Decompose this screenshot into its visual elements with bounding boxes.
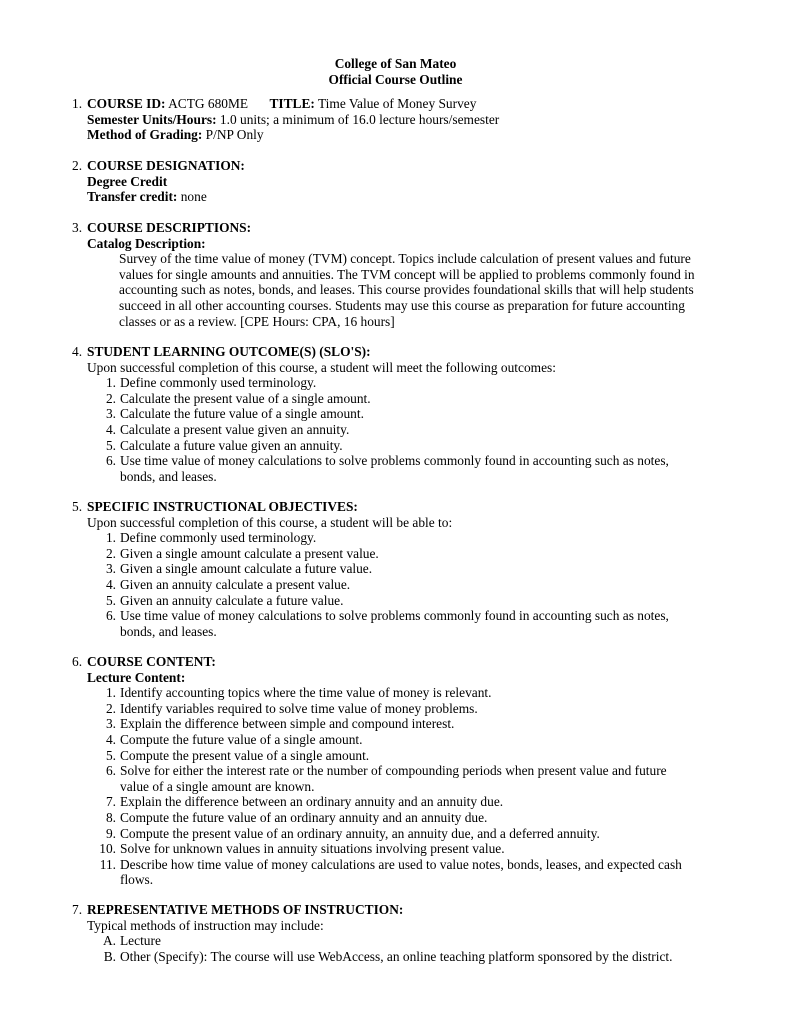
catalog-label: Catalog Description: (87, 235, 206, 251)
section-heading-text: REPRESENTATIVE METHODS OF INSTRUCTION: (87, 902, 404, 917)
section-heading (72, 220, 732, 236)
section-course-id (72, 96, 732, 143)
list-item (105, 592, 732, 609)
units-label: Semester Units/Hours: (87, 111, 217, 127)
item-number: 3. (105, 406, 116, 422)
item-text: Use time value of money calculations to solve problems commonly found in accounting such as notes, (120, 453, 669, 469)
section-course-content (72, 654, 732, 888)
section-heading-text: COURSE CONTENT: (87, 654, 216, 669)
item-number: 8. (105, 809, 116, 825)
item-number: 5. (105, 747, 116, 763)
transfer-value: none (180, 189, 207, 205)
section-heading (72, 344, 732, 360)
list-item (105, 809, 732, 826)
item-number: 7. (105, 794, 116, 810)
list-item (105, 716, 732, 732)
content-list (72, 685, 732, 888)
item-text: Explain the difference between an ordinary annuity and an annuity due. (120, 794, 504, 810)
item-text: Given a single amount calculate a present value. (120, 545, 379, 561)
item-text: Compute the present value of a single amount. (120, 747, 370, 763)
item-text: Compute the future value of an ordinary annuity and an annuity due. (120, 809, 488, 825)
list-item (99, 856, 732, 888)
section-number: 6. (72, 654, 83, 669)
section-heading (72, 158, 732, 174)
list-item (103, 948, 732, 965)
section-instructional-objectives (72, 499, 732, 639)
section-intro: Upon successful completion of this course, a student will be able to: (87, 514, 453, 530)
section-heading-text: STUDENT LEARNING OUTCOME(S) (SLO'S): (87, 344, 371, 359)
grading-line (72, 127, 732, 143)
item-number: 4. (105, 731, 116, 747)
item-number: 11. (99, 856, 116, 872)
section-number: 3. (72, 220, 83, 235)
catalog-description (72, 251, 732, 329)
item-letter: B. (103, 948, 116, 964)
title-label: TITLE: (269, 96, 315, 111)
section-heading (72, 499, 732, 515)
lecture-content-label: Lecture Content: (87, 669, 186, 685)
list-item (105, 747, 732, 764)
item-text: Define commonly used terminology. (120, 375, 317, 391)
item-number: 3. (105, 561, 116, 577)
list-item (105, 576, 732, 593)
item-text: Use time value of money calculations to solve problems commonly found in accounting such as notes, (120, 608, 669, 624)
list-item (105, 825, 732, 842)
grading-label: Method of Grading: (87, 127, 203, 143)
item-text: Calculate the present value of a single amount. (120, 390, 371, 406)
item-number: 2. (105, 390, 116, 406)
section-number: 5. (72, 499, 83, 514)
description-line: values for single amounts and annuities. The TVM concept will be applied to problems commonly found in (119, 266, 695, 282)
grading-value: P/NP Only (205, 127, 264, 143)
section-course-designation (72, 158, 732, 205)
college-name: College of San Mateo (334, 56, 457, 71)
item-text: Calculate a present value given an annuity. (120, 421, 350, 437)
list-item (105, 530, 732, 546)
section-heading-text: COURSE DESIGNATION: (87, 158, 245, 173)
item-number: 6. (105, 763, 116, 779)
item-text: Identify accounting topics where the time value of money is relevant. (120, 685, 492, 701)
list-item (102, 933, 732, 949)
course-id-label: COURSE ID: (87, 96, 166, 111)
title-value: Time Value of Money Survey (317, 96, 477, 111)
section-number: 7. (72, 902, 83, 917)
section-heading-text: SPECIFIC INSTRUCTIONAL OBJECTIVES: (87, 499, 358, 514)
item-text: flows. (120, 872, 154, 888)
list-item (105, 608, 732, 639)
item-text: Solve for either the interest rate or the number of compounding periods when present value and future (120, 763, 667, 779)
item-text: Solve for unknown values in annuity situations involving present value. (120, 841, 505, 857)
section-intro: Upon successful completion of this course, a student will meet the following outcomes: (87, 359, 556, 375)
item-text: Describe how time value of money calculations are used to value notes, bonds, leases, and expected cash (120, 856, 682, 872)
item-number: 5. (105, 437, 116, 453)
description-line: classes or as a review. [CPE Hours: CPA, 16 hours] (119, 313, 395, 329)
item-text: Other (Specify): The course will use WebAccess, an online teaching platform sponsored by the district. (120, 948, 673, 964)
section-number: 1. (72, 96, 83, 111)
list-item (105, 453, 732, 484)
section-course-descriptions (72, 220, 732, 329)
degree-credit: Degree Credit (87, 173, 168, 189)
item-number: 9. (105, 825, 116, 841)
list-item (105, 437, 732, 454)
transfer-line (72, 189, 732, 205)
item-text: Given a single amount calculate a future value. (120, 561, 373, 577)
item-number: 1. (105, 685, 116, 701)
methods-list (72, 933, 732, 964)
section-intro: Typical methods of instruction may include: (87, 917, 324, 933)
document-title: Official Course Outline (328, 72, 463, 87)
item-number: 5. (105, 592, 116, 608)
list-item (105, 545, 732, 562)
item-number: 1. (105, 375, 116, 391)
list-item (105, 763, 732, 794)
list-item (105, 685, 732, 701)
item-number: 4. (105, 576, 116, 592)
list-item (105, 794, 732, 810)
list-item (105, 406, 732, 422)
item-number: 3. (105, 716, 116, 732)
units-value: 1.0 units; a minimum of 16.0 lecture hours/semester (219, 111, 500, 127)
item-text: Given an annuity calculate a present value. (120, 576, 351, 592)
section-number: 2. (72, 158, 83, 173)
list-item (105, 561, 732, 577)
transfer-label: Transfer credit: (87, 189, 178, 205)
item-letter: A. (102, 933, 116, 949)
item-text: Define commonly used terminology. (120, 530, 317, 546)
item-text: Calculate a future value given an annuity. (120, 437, 343, 453)
description-line: Survey of the time value of money (TVM) concept. Topics include calculation of present values and future (119, 251, 691, 267)
item-number: 4. (105, 421, 116, 437)
section-heading (72, 902, 732, 918)
section-heading-text: COURSE DESCRIPTIONS: (87, 220, 252, 235)
item-text: Compute the present value of an ordinary annuity, an annuity due, and a deferred annuity. (120, 825, 600, 841)
item-text: Lecture (120, 933, 161, 949)
list-item (105, 700, 732, 717)
units-line (72, 112, 732, 128)
item-number: 10. (99, 841, 116, 857)
item-number: 6. (105, 453, 116, 469)
item-number: 2. (105, 700, 116, 716)
description-line: accounting such as notes, bonds, and leases. This course provides foundational skills that will help students (119, 282, 694, 298)
outcomes-list (72, 375, 732, 484)
description-line: succeed in all other accounting courses. Students may use this course as preparation for future accounting (119, 297, 685, 313)
section-methods-of-instruction (72, 902, 732, 964)
section-learning-outcomes (72, 344, 732, 484)
list-item (105, 375, 732, 391)
item-text: value of a single amount are known. (120, 778, 315, 794)
section-heading (72, 96, 732, 112)
item-number: 6. (105, 608, 116, 624)
objectives-list (72, 530, 732, 639)
list-item (105, 390, 732, 407)
section-heading (72, 654, 732, 670)
item-text: Given an annuity calculate a future value. (120, 592, 344, 608)
list-item (105, 731, 732, 748)
item-text: bonds, and leases. (120, 623, 217, 639)
item-text: Calculate the future value of a single amount. (120, 406, 364, 422)
item-text: Explain the difference between simple and compound interest. (120, 716, 455, 732)
course-id-value: ACTG 680ME (168, 96, 249, 111)
item-number: 2. (105, 545, 116, 561)
list-item (99, 841, 732, 857)
section-number: 4. (72, 344, 83, 359)
item-number: 1. (105, 530, 116, 546)
item-text: Compute the future value of a single amount. (120, 731, 363, 747)
list-item (105, 421, 732, 438)
document-header (0, 56, 791, 88)
item-text: Identify variables required to solve time value of money problems. (120, 700, 478, 716)
item-text: bonds, and leases. (120, 468, 217, 484)
